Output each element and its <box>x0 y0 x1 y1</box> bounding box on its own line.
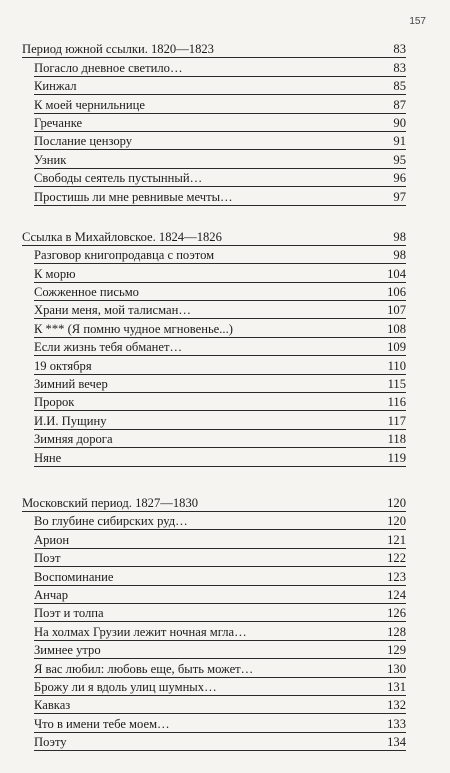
table-of-contents <box>22 40 406 773</box>
entry-title: Во глубине сибирских руд… <box>34 513 382 530</box>
toc-entry <box>22 187 406 205</box>
toc-entry <box>22 641 406 659</box>
toc-section <box>22 494 406 751</box>
entry-title: К морю <box>34 266 382 283</box>
entry-title: Гречанке <box>34 115 382 132</box>
entry-title: Свободы сеятель пустынный… <box>34 170 382 187</box>
entry-title: Погасло дневное светило… <box>34 60 382 77</box>
entry-page-number: 110 <box>382 358 406 375</box>
toc-entry <box>22 114 406 132</box>
entry-page-number: 128 <box>382 624 406 641</box>
entry-page-number: 116 <box>382 394 406 411</box>
entry-title: Кавказ <box>34 697 382 714</box>
entry-title: Узник <box>34 152 382 169</box>
toc-entry <box>22 301 406 319</box>
entry-page-number: 107 <box>382 302 406 319</box>
toc-entry <box>22 264 406 282</box>
toc-entry <box>22 530 406 548</box>
entry-page-number: 130 <box>382 661 406 678</box>
entry-title: Послание цензору <box>34 133 382 150</box>
toc-entry <box>22 77 406 95</box>
toc-entry <box>22 338 406 356</box>
entry-page-number: 134 <box>382 734 406 751</box>
toc-entry <box>22 356 406 374</box>
entry-title: 19 октября <box>34 358 382 375</box>
toc-entry <box>22 567 406 585</box>
entry-page-number: 87 <box>382 97 406 114</box>
section-page-number: 120 <box>382 495 406 512</box>
toc-entry <box>22 319 406 337</box>
toc-entry <box>22 375 406 393</box>
entry-page-number: 108 <box>382 321 406 338</box>
entry-page-number: 132 <box>382 697 406 714</box>
toc-entry <box>22 696 406 714</box>
entry-title: Разговор книгопродавца с поэтом <box>34 247 382 264</box>
entry-page-number: 109 <box>382 339 406 356</box>
entry-page-number: 122 <box>382 550 406 567</box>
entry-page-number: 121 <box>382 532 406 549</box>
entry-page-number: 123 <box>382 569 406 586</box>
entry-title: Поэту <box>34 734 382 751</box>
toc-entry <box>22 714 406 732</box>
entry-title: Простишь ли мне ревнивые мечты… <box>34 189 382 206</box>
section-title: Ссылка в Михайловское. 1824—1826 <box>22 229 382 246</box>
entry-page-number: 133 <box>382 716 406 733</box>
entry-page-number: 90 <box>382 115 406 132</box>
entry-page-number: 97 <box>382 189 406 206</box>
toc-entry <box>22 283 406 301</box>
entry-page-number: 95 <box>382 152 406 169</box>
section-title: Московский период. 1827—1830 <box>22 495 382 512</box>
entry-title: К моей чернильнице <box>34 97 382 114</box>
toc-entry <box>22 622 406 640</box>
section-heading <box>22 40 406 58</box>
toc-entry <box>22 411 406 429</box>
section-page-number: 83 <box>382 41 406 58</box>
toc-entry <box>22 448 406 466</box>
toc-entry <box>22 393 406 411</box>
entry-title: Воспоминание <box>34 569 382 586</box>
page-number: 157 <box>409 16 426 27</box>
entry-page-number: 129 <box>382 642 406 659</box>
entry-title: Пророк <box>34 394 382 411</box>
section-title: Период южной ссылки. 1820—1823 <box>22 41 382 58</box>
entry-title: Я вас любил: любовь еще, быть может… <box>34 661 382 678</box>
entry-title: Брожу ли я вдоль улиц шумных… <box>34 679 382 696</box>
entry-title: Кинжал <box>34 78 382 95</box>
entry-title: Арион <box>34 532 382 549</box>
entry-title: И.И. Пущину <box>34 413 382 430</box>
entry-title: Анчар <box>34 587 382 604</box>
entry-title: Зимний вечер <box>34 376 382 393</box>
section-heading <box>22 228 406 246</box>
entry-page-number: 106 <box>382 284 406 301</box>
entry-title: Зимняя дорога <box>34 431 382 448</box>
entry-page-number: 115 <box>382 376 406 393</box>
entry-title: Что в имени тебе моем… <box>34 716 382 733</box>
entry-title: На холмах Грузии лежит ночная мгла… <box>34 624 382 641</box>
toc-entry <box>22 132 406 150</box>
toc-entry <box>22 678 406 696</box>
toc-section <box>22 40 406 206</box>
entry-page-number: 96 <box>382 170 406 187</box>
entry-page-number: 117 <box>382 413 406 430</box>
entry-page-number: 119 <box>382 450 406 467</box>
entry-title: Няне <box>34 450 382 467</box>
entry-title: Зимнее утро <box>34 642 382 659</box>
section-page-number: 98 <box>382 229 406 246</box>
entry-title: Поэт <box>34 550 382 567</box>
entry-page-number: 98 <box>382 247 406 264</box>
entry-page-number: 91 <box>382 133 406 150</box>
entry-page-number: 131 <box>382 679 406 696</box>
toc-entry <box>22 58 406 76</box>
entry-title: Поэт и толпа <box>34 605 382 622</box>
entry-page-number: 83 <box>382 60 406 77</box>
entry-page-number: 104 <box>382 266 406 283</box>
section-heading <box>22 494 406 512</box>
toc-entry <box>22 659 406 677</box>
toc-entry <box>22 733 406 751</box>
entry-title: К *** (Я помню чудное мгновенье...) <box>34 321 382 338</box>
entry-page-number: 118 <box>382 431 406 448</box>
entry-page-number: 85 <box>382 78 406 95</box>
entry-title: Храни меня, мой талисман… <box>34 302 382 319</box>
toc-entry <box>22 586 406 604</box>
entry-title: Сожженное письмо <box>34 284 382 301</box>
toc-entry <box>22 549 406 567</box>
entry-page-number: 124 <box>382 587 406 604</box>
toc-section <box>22 228 406 467</box>
toc-entry <box>22 604 406 622</box>
toc-entry <box>22 95 406 113</box>
toc-entry <box>22 246 406 264</box>
entry-title: Если жизнь тебя обманет… <box>34 339 382 356</box>
toc-entry <box>22 430 406 448</box>
toc-entry <box>22 150 406 168</box>
toc-entry <box>22 512 406 530</box>
entry-page-number: 126 <box>382 605 406 622</box>
toc-entry <box>22 169 406 187</box>
entry-page-number: 120 <box>382 513 406 530</box>
